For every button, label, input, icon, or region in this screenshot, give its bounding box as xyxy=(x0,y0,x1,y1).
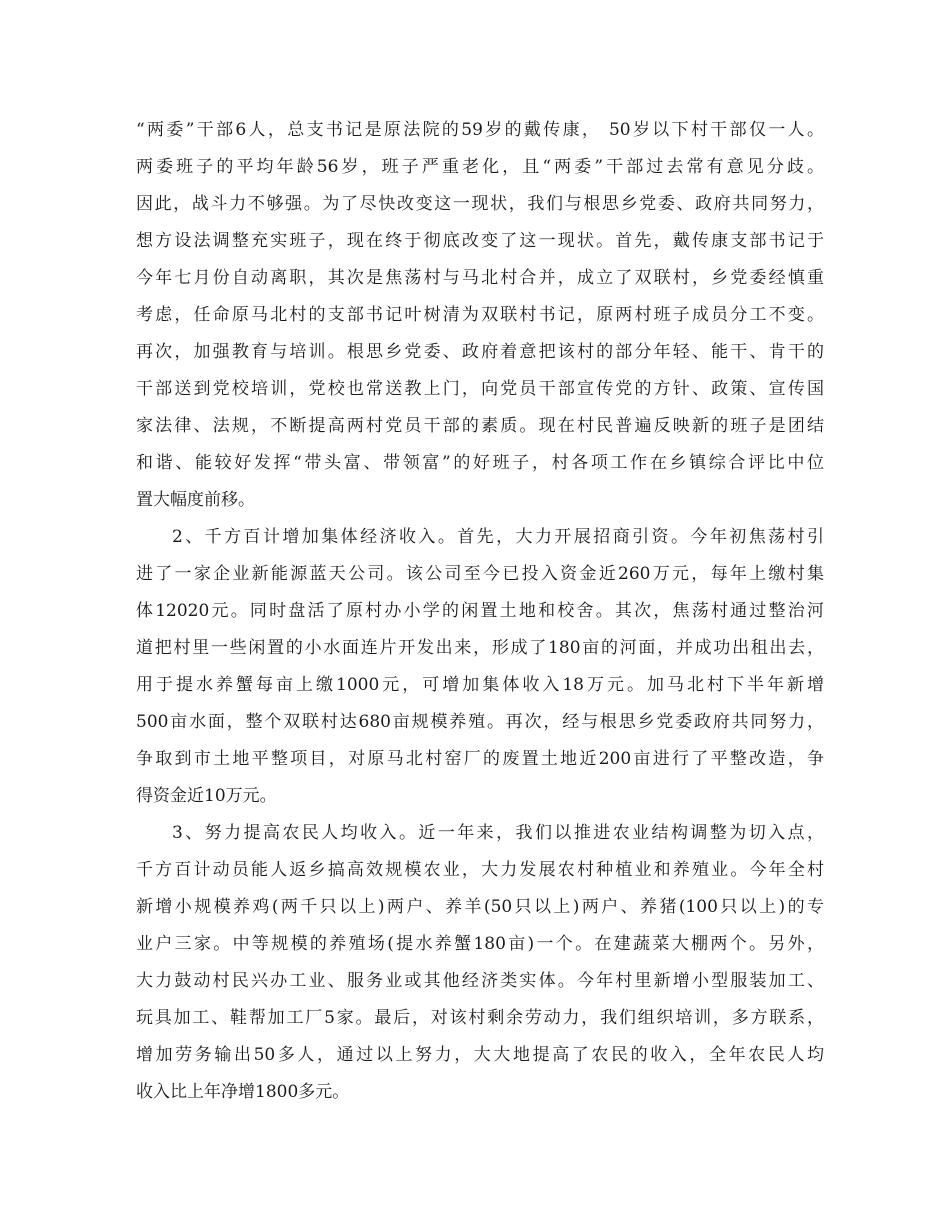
text-line: 大力鼓动村民兴办工业、服务业或其他经济类实体。今年村里新增小型服装加工、 xyxy=(136,971,824,991)
text-line: 争取到市土地平整项目，对原马北村窑厂的废置土地近200亩进行了平整改造，争 xyxy=(136,749,824,769)
text-line: 体12020元。同时盘活了原村办小学的闲置土地和校舍。其次，焦荡村通过整治河 xyxy=(136,601,824,621)
text-line: 玩具加工、鞋帮加工厂5家。最后，对该村剩余劳动力，我们组织培训，多方联系， xyxy=(136,1008,824,1028)
text-line: 业户三家。中等规模的养殖场(提水养蟹180亩)一个。在建蔬菜大棚两个。另外， xyxy=(136,934,824,954)
text-line: 500亩水面，整个双联村达680亩规模养殖。再次，经与根思乡党委政府共同努力， xyxy=(136,712,824,732)
text-line: 用于提水养蟹每亩上缴1000元，可增加集体收入18万元。加马北村下半年新增 xyxy=(136,675,824,695)
text-line: 收入比上年净增1800多元。 xyxy=(136,1082,350,1102)
paragraph-farmer-income xyxy=(136,815,824,1111)
text-line: 和谐、能较好发挥“带头富、带领富”的好班子，村各项工作在乡镇综合评比中位 xyxy=(136,453,824,473)
text-line: 因此，战斗力不够强。为了尽快改变这一现状，我们与根思乡党委、政府共同努力， xyxy=(136,194,824,214)
text-line: 两委班子的平均年龄56岁，班子严重老化，且“两委”干部过去常有意见分歧。 xyxy=(136,157,824,177)
text-line: 新增小规模养鸡(两千只以上)两户、养羊(50只以上)两户、养猪(100只以上)的专 xyxy=(136,897,824,917)
paragraph-collective-income xyxy=(136,519,824,815)
text-line: 考虑，任命原马北村的支部书记叶树清为双联村书记，原两村班子成员分工不变。 xyxy=(136,305,824,325)
text-line: 进了一家企业新能源蓝天公司。该公司至今已投入资金近260万元，每年上缴村集 xyxy=(136,564,824,584)
text-line: 千方百计动员能人返乡搞高效规模农业，大力发展农村种植业和养殖业。今年全村 xyxy=(136,860,824,880)
text-line: 道把村里一些闲置的小水面连片开发出来，形成了180亩的河面，并成功出租出去， xyxy=(136,638,824,658)
paragraph-cadre-continued xyxy=(136,112,824,519)
text-line: 今年七月份自动离职，其次是焦荡村与马北村合并，成立了双联村，乡党委经慎重 xyxy=(136,268,824,288)
document-body xyxy=(136,112,824,1111)
text-line: 再次，加强教育与培训。根思乡党委、政府着意把该村的部分年轻、能干、肯干的 xyxy=(136,342,824,362)
text-line: 增加劳务输出50多人，通过以上努力，大大地提高了农民的收入，全年农民人均 xyxy=(136,1045,824,1065)
text-line: 想方设法调整充实班子，现在终于彻底改变了这一现状。首先，戴传康支部书记于 xyxy=(136,231,824,251)
text-line: 家法律、法规，不断提高两村党员干部的素质。现在村民普遍反映新的班子是团结 xyxy=(136,416,824,436)
text-line: 置大幅度前移。 xyxy=(136,490,255,510)
text-line: 得资金近10万元。 xyxy=(136,786,277,806)
text-line: 干部送到党校培训，党校也常送教上门，向党员干部宣传党的方针、政策、宣传国 xyxy=(136,379,824,399)
text-line: 3、努力提高农民人均收入。近一年来，我们以推进农业结构调整为切入点， xyxy=(172,823,824,843)
text-line: “两委”干部6人，总支书记是原法院的59岁的戴传康， 50岁以下村干部仅一人。 xyxy=(136,120,824,140)
text-line: 2、千方百计增加集体经济收入。首先，大力开展招商引资。今年初焦荡村引 xyxy=(172,527,824,547)
